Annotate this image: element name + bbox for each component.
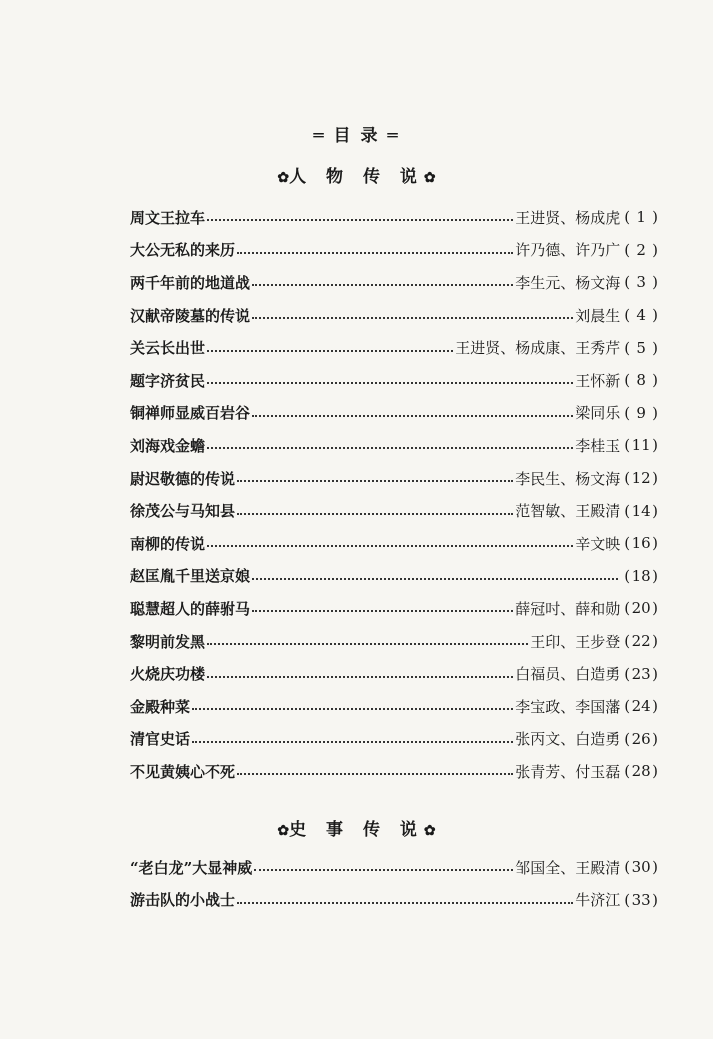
toc-entry: [130, 397, 658, 430]
toc-list-1: [130, 201, 658, 788]
entry-authors: 李桂玉: [575, 436, 621, 455]
toc-entry: [130, 851, 658, 884]
entry-authors: 张青芳、付玉磊: [515, 762, 621, 781]
toc-list-2: [130, 851, 658, 916]
entry-title: 聪慧超人的薛驸马: [130, 599, 251, 618]
dot-leader: [207, 219, 513, 221]
section-heading-2: [0, 815, 713, 840]
entry-authors: 李生元、杨文海: [515, 273, 621, 292]
dot-leader: [207, 545, 573, 547]
toc-entry: [130, 755, 658, 788]
entry-authors: 牛济江: [575, 891, 621, 910]
entry-authors: 张丙文、白造勇: [515, 730, 621, 749]
toc-entry: [130, 625, 658, 658]
toc-entry: [130, 592, 658, 625]
toc-entry: [130, 299, 658, 332]
entry-page: ( 3 ): [624, 273, 658, 292]
entry-title: 尉迟敬德的传说: [130, 469, 236, 488]
page-number: 14: [631, 501, 651, 520]
page-number: 16: [631, 534, 651, 553]
toc-entry: [130, 560, 658, 593]
entry-authors: 李民生、杨文海: [515, 469, 621, 488]
entry-authors: 李宝政、李国藩: [515, 697, 621, 716]
entry-authors: 薛冠吋、薛和勋: [515, 599, 621, 618]
page-number: 28: [631, 762, 651, 781]
page-number: 11: [631, 436, 651, 455]
entry-title: 游击队的小战士: [130, 891, 236, 910]
page-number: 3: [636, 273, 646, 292]
dot-leader: [237, 902, 573, 904]
entry-title: 刘海戏金蟾: [130, 436, 206, 455]
toc-entry: [130, 690, 658, 723]
dot-leader: [207, 382, 573, 384]
toc-entry: [130, 201, 658, 234]
entry-page: (18): [624, 566, 658, 585]
page-number: 30: [631, 858, 651, 877]
entry-authors: 王印、王步登: [530, 632, 621, 651]
dot-leader: [252, 317, 573, 319]
dot-leader: [237, 480, 513, 482]
entry-page: (16): [624, 534, 658, 553]
entry-title: 南柳的传说: [130, 534, 206, 553]
entry-page: ( 1 ): [624, 208, 658, 227]
toc-entry: [130, 527, 658, 560]
entry-authors: 梁同乐: [575, 404, 621, 423]
entry-page: (12): [624, 469, 658, 488]
section-heading-text: 人 物 传 说: [289, 167, 424, 187]
entry-title: 不见黄姨心不死: [130, 762, 236, 781]
dot-leader: [207, 676, 513, 678]
entry-title: 大公无私的来历: [130, 241, 236, 260]
dot-leader: [252, 578, 618, 580]
entry-page: (14): [624, 501, 658, 520]
toc-entry: [130, 331, 658, 364]
page-number: 5: [636, 338, 646, 357]
page-number: 12: [631, 469, 651, 488]
dot-leader: [252, 284, 513, 286]
page-number: 2: [636, 240, 646, 259]
toc-entry: [130, 494, 658, 527]
page-number: 20: [631, 599, 651, 618]
entry-title: 金殿种菜: [130, 697, 191, 716]
entry-title: 周文王拉车: [130, 208, 206, 227]
entry-title: 赵匡胤千里送京娘: [130, 567, 251, 586]
page-number: 8: [636, 371, 646, 390]
entry-title: 两千年前的地道战: [130, 273, 251, 292]
toc-entry: [130, 266, 658, 299]
flower-ornament-icon: ✿: [423, 823, 436, 839]
entry-page: (28): [624, 762, 658, 781]
entry-authors: 白福员、白造勇: [515, 665, 621, 684]
entry-title: 题字济贫民: [130, 371, 206, 390]
entry-page: ( 2 ): [624, 240, 658, 259]
entry-title: 黎明前发黑: [130, 632, 206, 651]
page-number: 22: [631, 632, 651, 651]
toc-entry: [130, 234, 658, 267]
toc-entry: [130, 364, 658, 397]
page-number: 4: [636, 306, 646, 325]
page-number: 24: [631, 697, 651, 716]
entry-page: (11): [624, 436, 658, 455]
entry-authors: 王怀新: [575, 371, 621, 390]
entry-page: ( 9 ): [624, 403, 658, 422]
entry-page: (33): [624, 890, 658, 909]
entry-title: 汉献帝陵墓的传说: [130, 306, 251, 325]
dot-leader: [254, 869, 513, 871]
flower-ornament-icon: ✿: [423, 170, 436, 186]
page-number: 18: [631, 566, 651, 585]
entry-page: (22): [624, 632, 658, 651]
entry-page: (26): [624, 729, 658, 748]
entry-title: 关云长出世: [130, 339, 206, 358]
toc-entry: [130, 462, 658, 495]
toc-entry: [130, 429, 658, 462]
entry-title: 徐茂公与马知县: [130, 502, 236, 521]
page-number: 33: [631, 890, 651, 909]
flower-ornament-icon: ✿: [277, 170, 290, 186]
entry-title: 清官史话: [130, 730, 191, 749]
entry-page: ( 4 ): [624, 306, 658, 325]
page-number: 1: [636, 208, 646, 227]
entry-page: (24): [624, 697, 658, 716]
dot-leader: [237, 513, 513, 515]
entry-page: (30): [624, 858, 658, 877]
dot-leader: [252, 415, 573, 417]
entry-authors: 刘晨生: [575, 306, 621, 325]
entry-title: “老白龙”大显神威: [130, 858, 253, 877]
section-heading-1: [0, 162, 713, 187]
entry-title: 火烧庆功楼: [130, 665, 206, 684]
toc-entry: [130, 657, 658, 690]
toc-entry: [130, 884, 658, 917]
page-title: ═ 目 录 ═: [313, 126, 400, 146]
dot-leader: [207, 643, 528, 645]
entry-authors: 许乃德、许乃广: [515, 241, 621, 260]
dot-leader: [207, 350, 453, 352]
flower-ornament-icon: ✿: [277, 823, 290, 839]
page-number: 26: [631, 729, 651, 748]
dot-leader: [192, 708, 513, 710]
dot-leader: [192, 741, 513, 743]
entry-page: (20): [624, 599, 658, 618]
entry-title: 铜禅师显威百岩谷: [130, 404, 251, 423]
dot-leader: [207, 447, 573, 449]
section-heading-text: 史 事 传 说: [289, 820, 424, 840]
entry-authors: 辛文映: [575, 534, 621, 553]
dot-leader: [237, 252, 513, 254]
page-number: 9: [636, 403, 646, 422]
dot-leader: [252, 610, 513, 612]
entry-authors: 王进贤、杨成虎: [515, 208, 621, 227]
toc-entry: [130, 723, 658, 756]
entry-page: ( 8 ): [624, 371, 658, 390]
dot-leader: [237, 773, 513, 775]
entry-authors: 范智敏、王殿清: [515, 502, 621, 521]
entry-authors: 王进贤、杨成康、王秀芹: [455, 339, 621, 358]
entry-authors: 邹国全、王殿清: [515, 858, 621, 877]
entry-page: (23): [624, 664, 658, 683]
page-number: 23: [631, 664, 651, 683]
entry-page: ( 5 ): [624, 338, 658, 357]
